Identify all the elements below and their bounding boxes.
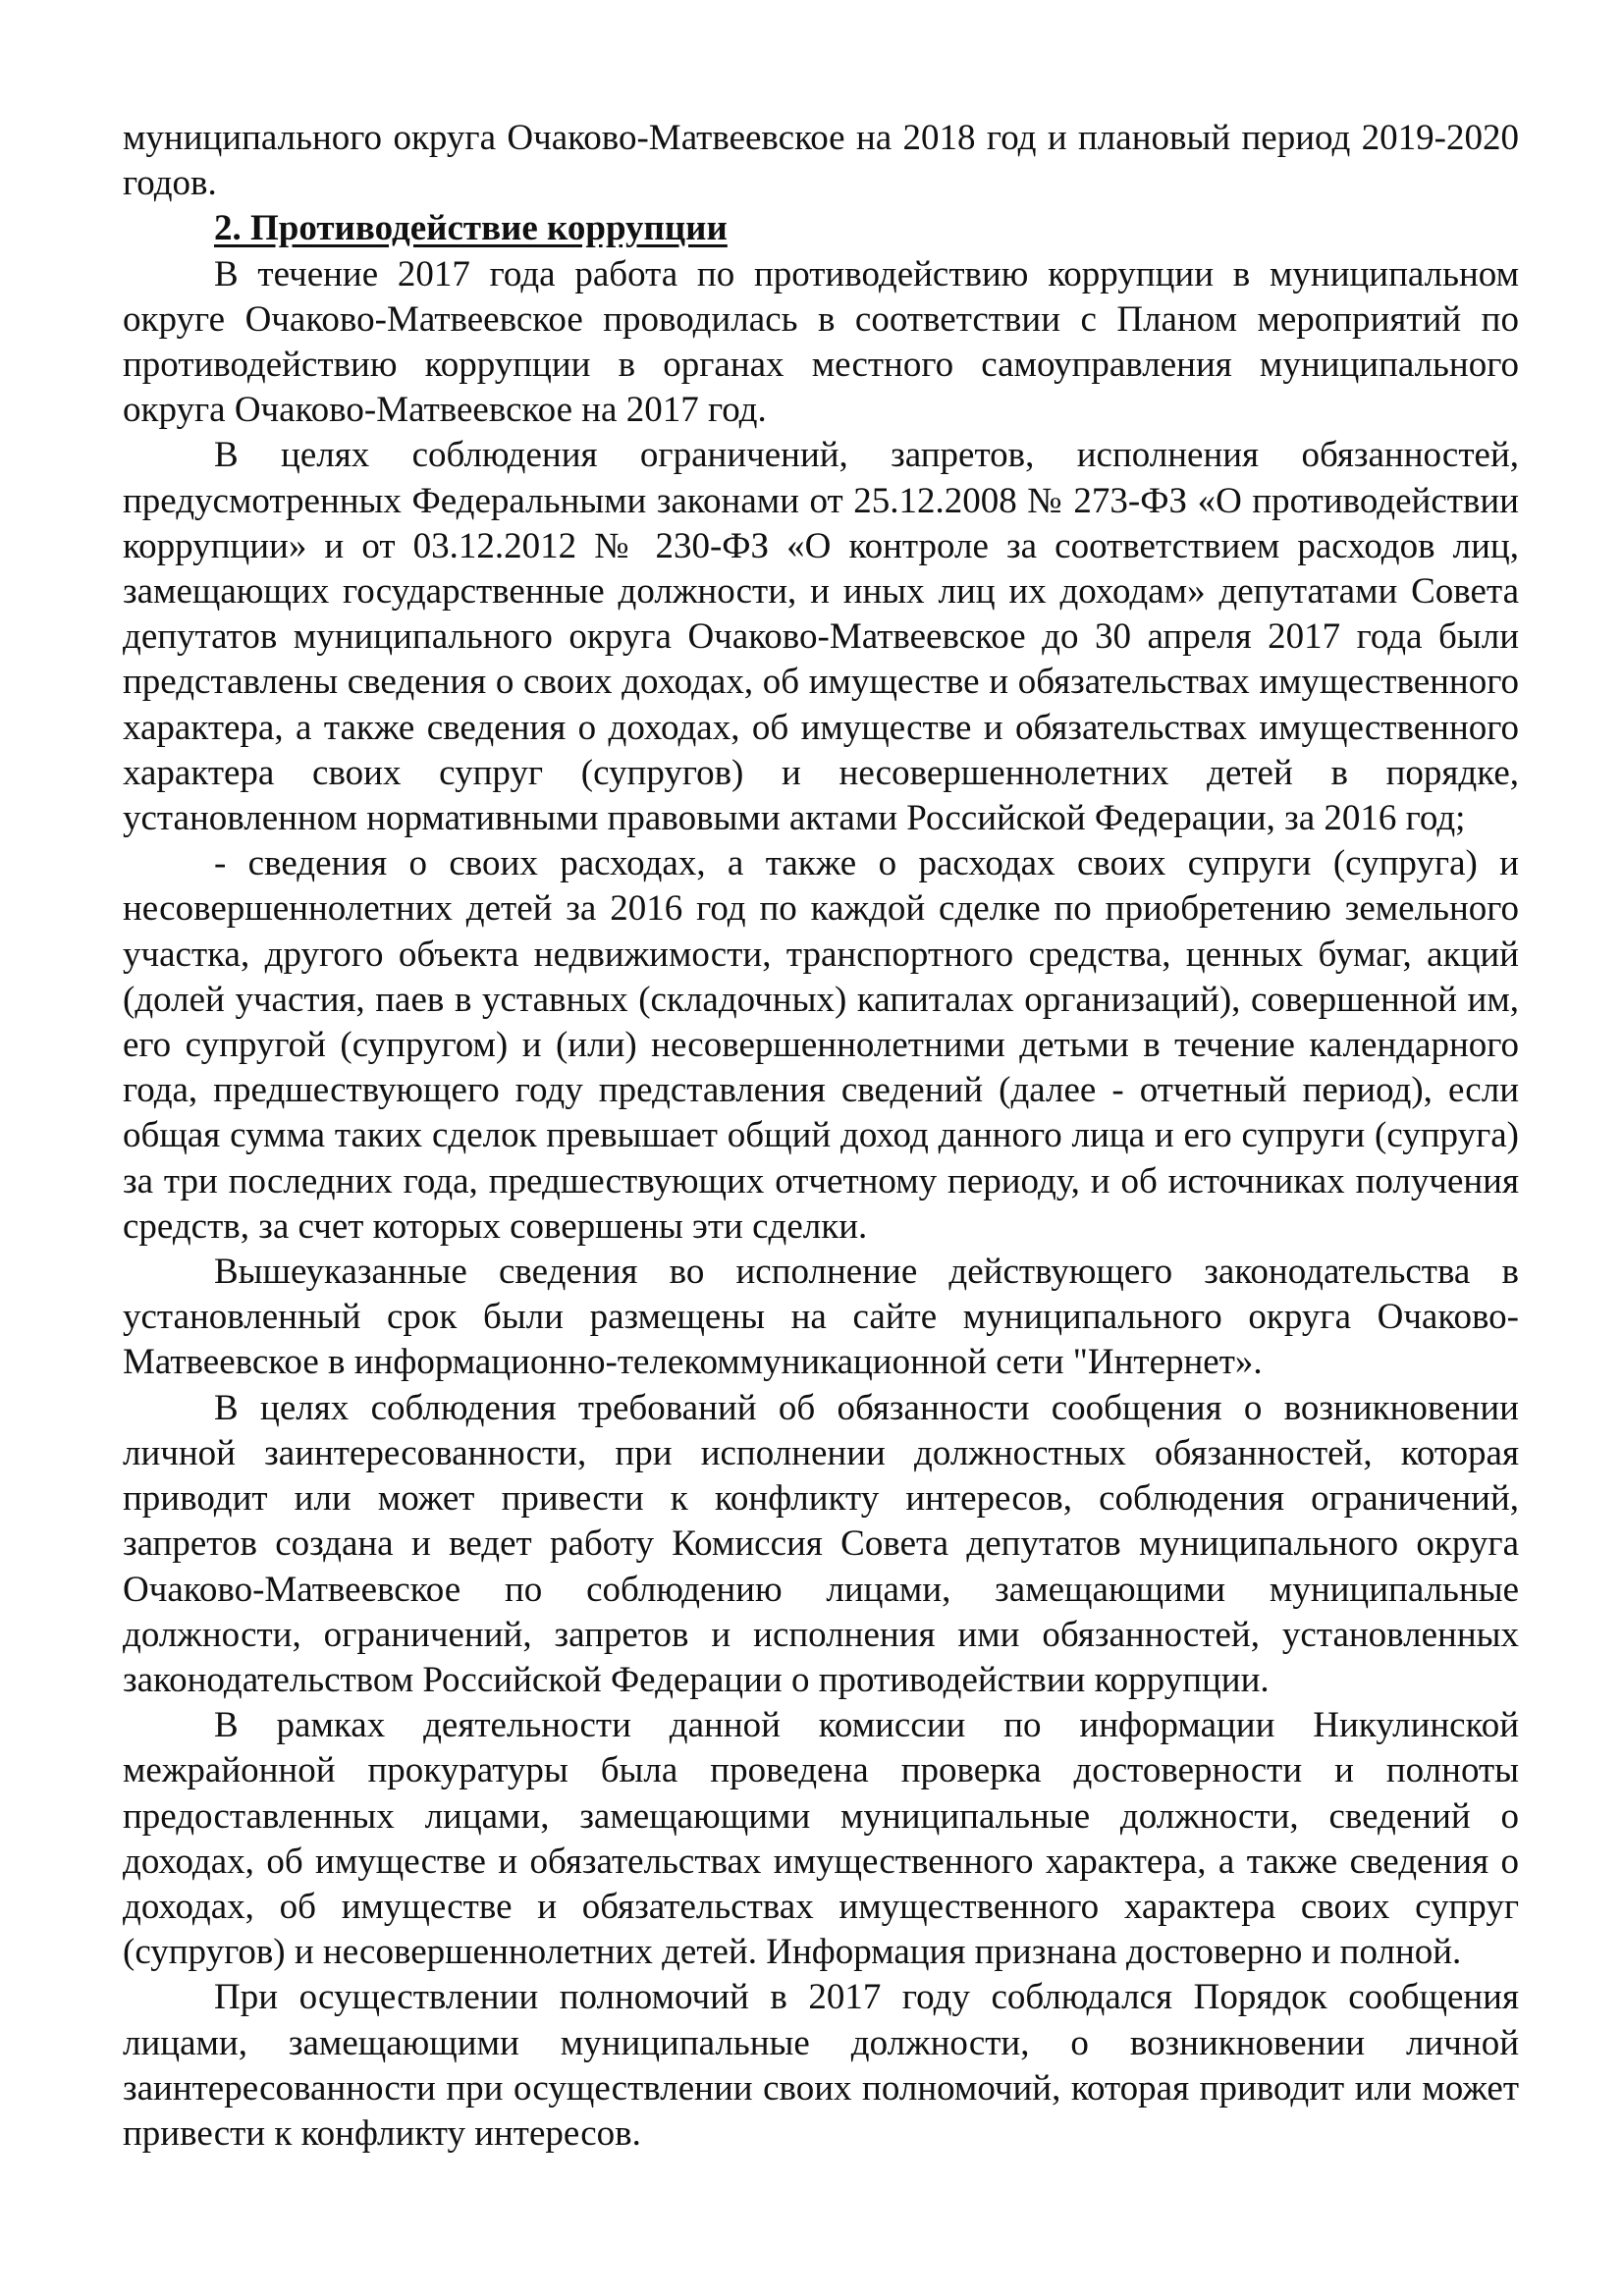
paragraph-4: Вышеуказанные сведения во исполнение действующего законодательства в установленный срок были размещены на сайте муниципального округа Очаково-Матвеевское в информационно-телекоммуникационной сети "Интернет». xyxy=(123,1252,1519,1383)
paragraph-5: В целях соблюдения требований об обязанности сообщения о возникновении личной заинтересованности, при исполнении должностных обязанностей, которая приводит или может привести к конфликту интересов, соблюдения ограничений, запретов создана и ведет работу Комиссия Совета депутатов муниципального округа Очаково-Матвеевское по соблюдению лицами, замещающими муниципальные должности, ограничений, запретов и исполнения ими обязанностей, установленных законодательством Российской Федерации о противодействии коррупции. xyxy=(123,1387,1519,1700)
paragraph-7: При осуществлении полномочий в 2017 году соблюдался Порядок сообщения лицами, замещающими муниципальные должности, о возникновении личной заинтересованности при осуществлении своих полномочий, которая приводит или может привести к конфликту интересов. xyxy=(123,1977,1519,2154)
paragraph-2: В целях соблюдения ограничений, запретов, исполнения обязанностей, предусмотренных Федеральными законами от 25.12.2008 № 273-ФЗ «О противодействии коррупции» и от 03.12.2012 № 230-ФЗ «О контроле за соответствием расходов лиц, замещающих государственные должности, и иных лиц их доходам» депутатами Совета депутатов муниципального округа Очаково-Матвеевское до 30 апреля 2017 года были представлены сведения о своих доходах, об имуществе и обязательствах имущественного характера, а также сведения о доходах, об имуществе и обязательствах имущественного характера своих супруг (супругов) и несовершеннолетних детей в порядке, установленном нормативными правовыми актами Российской Федерации, за 2016 год; xyxy=(123,435,1519,839)
paragraph-3: - сведения о своих расходах, а также о расходах своих супруги (супруга) и несовершеннолетних детей за 2016 год по каждой сделке по приобретению земельного участка, другого объекта недвижимости, транспортного средства, ценных бумаг, акций (долей участия, паев в уставных (складочных) капиталах организаций), совершенной им, его супругой (супругом) и (или) несовершеннолетними детьми в течение календарного года, предшествующего году представления сведений (далее - отчетный период), если общая сумма таких сделок превышает общий доход данного лица и его супруги (супруга) за три последних года, предшествующих отчетному периоду, и об источниках получения средств, за счет которых совершены эти сделки. xyxy=(123,843,1519,1247)
section-heading: 2. Противодействие коррупции xyxy=(214,208,728,249)
paragraph-1: В течение 2017 года работа по противодействию коррупции в муниципальном округе Очаково-Матвеевское проводилась в соответствии с Планом мероприятий по противодействию коррупции в органах местного самоуправления муниципального округа Очаково-Матвеевское на 2017 год. xyxy=(123,253,1519,431)
document-page xyxy=(123,116,1519,2157)
intro-continuation: муниципального округа Очаково-Матвеевское на 2018 год и плановый период 2019-2020 годов. xyxy=(123,118,1519,204)
paragraph-6: В рамках деятельности данной комиссии по информации Никулинской межрайонной прокуратуры была проведена проверка достоверности и полноты предоставленных лицами, замещающими муниципальные должности, сведений о доходах, об имуществе и обязательствах имущественного характера, а также сведения о доходах, об имуществе и обязательствах имущественного характера своих супруг (супругов) и несовершеннолетних детей. Информация признана достоверно и полной. xyxy=(123,1705,1519,1973)
